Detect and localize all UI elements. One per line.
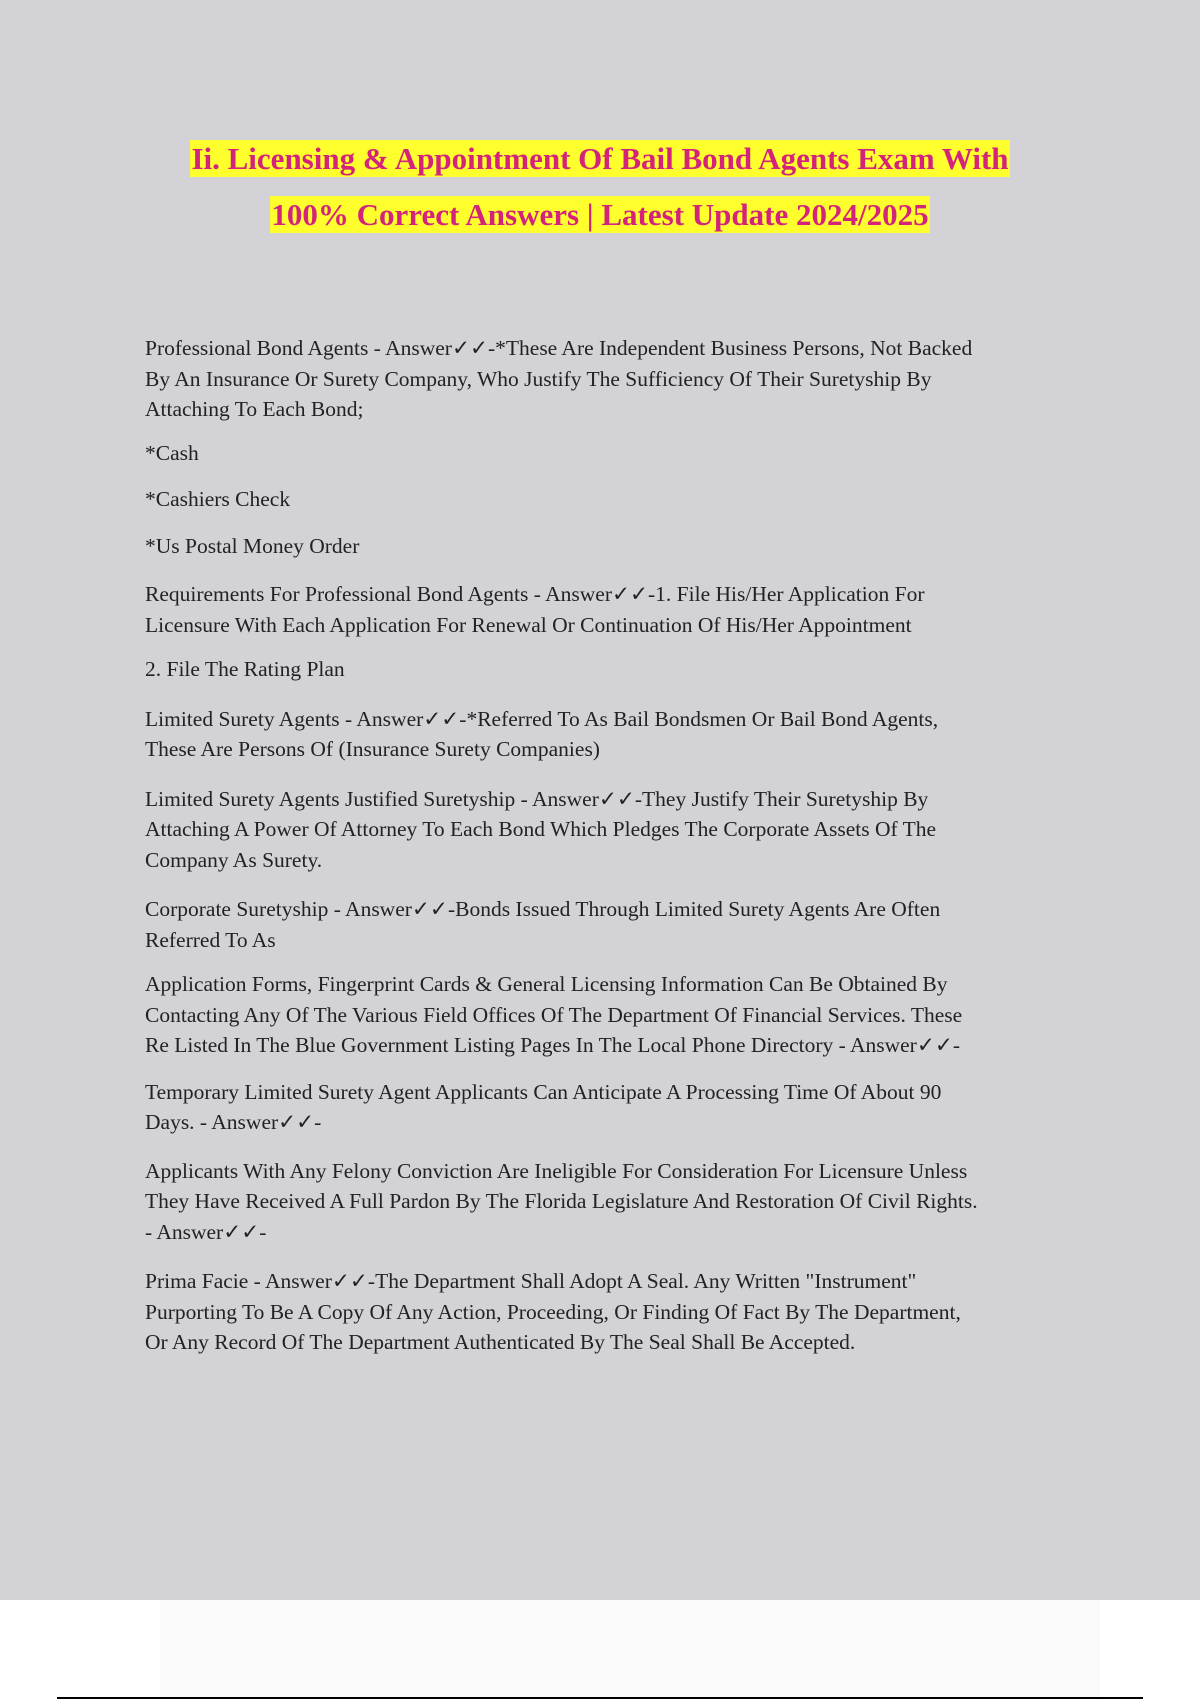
text-line: Contacting Any Of The Various Field Offices Of The Department Of Financial Services. These xyxy=(145,1002,963,1027)
text-line: Attaching To Each Bond; xyxy=(145,397,364,421)
qa-paragraph-prima-facie xyxy=(145,1266,1090,1358)
text-line: These Are Persons Of (Insurance Surety Companies) xyxy=(145,737,600,761)
text-line: Or Any Record Of The Department Authenticated By The Seal Shall Be Accepted. xyxy=(145,1330,856,1354)
text-line: Application Forms, Fingerprint Cards & General Licensing Information Can Be Obtained By xyxy=(145,972,948,996)
text-line: Requirements For Professional Bond Agents - Answer✓✓-1. File His/Her Application For xyxy=(145,582,925,606)
qa-paragraph-cashiers-check xyxy=(145,484,1090,515)
qa-paragraph-postal-money-order xyxy=(145,531,1090,562)
text-line: - Answer✓✓- xyxy=(145,1219,267,1244)
text-line: Corporate Suretyship - Answer✓✓-Bonds Issued Through Limited Surety Agents Are Often xyxy=(145,897,941,921)
text-line: Temporary Limited Surety Agent Applicants Can Anticipate A Processing Time Of About 90 xyxy=(145,1079,942,1104)
qa-paragraph-corporate-suretyship xyxy=(145,894,1090,955)
qa-paragraph-felony-conviction xyxy=(145,1156,1090,1248)
qa-paragraph-processing-time xyxy=(145,1077,1090,1138)
text-line: Re Listed In The Blue Government Listing Pages In The Local Phone Directory - Answer✓✓- xyxy=(145,1033,961,1057)
text-line: Licensure With Each Application For Renewal Or Continuation Of His/Her Appointment xyxy=(145,612,912,637)
text-line: Limited Surety Agents - Answer✓✓-*Referred To As Bail Bondsmen Or Bail Bond Agents, xyxy=(145,706,939,731)
next-page-edge xyxy=(160,1600,1100,1697)
qa-paragraph-justified-suretyship xyxy=(145,784,1090,876)
qa-paragraph-requirements xyxy=(145,579,1090,640)
text-line: By An Insurance Or Surety Company, Who Justify The Sufficiency Of Their Suretyship By xyxy=(145,366,932,391)
qa-paragraph-application-forms xyxy=(145,969,1090,1061)
title-line-2: 100% Correct Answers | Latest Update 2024/2025 xyxy=(271,197,929,232)
text-line: Prima Facie - Answer✓✓-The Department Shall Adopt A Seal. Any Written "Instrument" xyxy=(145,1269,917,1293)
text-line: *Cash xyxy=(145,440,199,465)
text-line: Attaching A Power Of Attorney To Each Bond Which Pledges The Corporate Assets Of The xyxy=(145,817,937,841)
text-line: Limited Surety Agents Justified Suretyship - Answer✓✓-They Justify Their Suretyship By xyxy=(145,786,929,811)
text-line: 2. File The Rating Plan xyxy=(145,657,345,681)
qa-paragraph-professional-bond-agents xyxy=(145,333,1090,425)
text-line: Company As Surety. xyxy=(145,847,323,872)
text-line: They Have Received A Full Pardon By The Florida Legislature And Restoration Of Civil Rights. xyxy=(145,1189,978,1213)
qa-paragraph-cash xyxy=(145,438,1090,469)
text-line: Applicants With Any Felony Conviction Are Ineligible For Consideration For Licensure Unless xyxy=(145,1158,968,1183)
text-line: Professional Bond Agents - Answer✓✓-*These Are Independent Business Persons, Not Backed xyxy=(145,336,973,360)
title-line-1: Ii. Licensing & Appointment Of Bail Bond Agents Exam With xyxy=(191,141,1009,176)
qa-paragraph-limited-surety-agents xyxy=(145,704,1090,765)
qa-content xyxy=(145,333,1090,1358)
text-line: Days. - Answer✓✓- xyxy=(145,1110,322,1134)
text-line: Purporting To Be A Copy Of Any Action, Proceeding, Or Finding Of Fact By The Department, xyxy=(145,1299,961,1324)
qa-paragraph-rating-plan xyxy=(145,654,1090,685)
document-title xyxy=(0,140,1200,252)
text-line: *Us Postal Money Order xyxy=(145,533,360,558)
page-divider xyxy=(57,1697,1143,1699)
text-line: Referred To As xyxy=(145,927,276,952)
text-line: *Cashiers Check xyxy=(145,487,291,511)
